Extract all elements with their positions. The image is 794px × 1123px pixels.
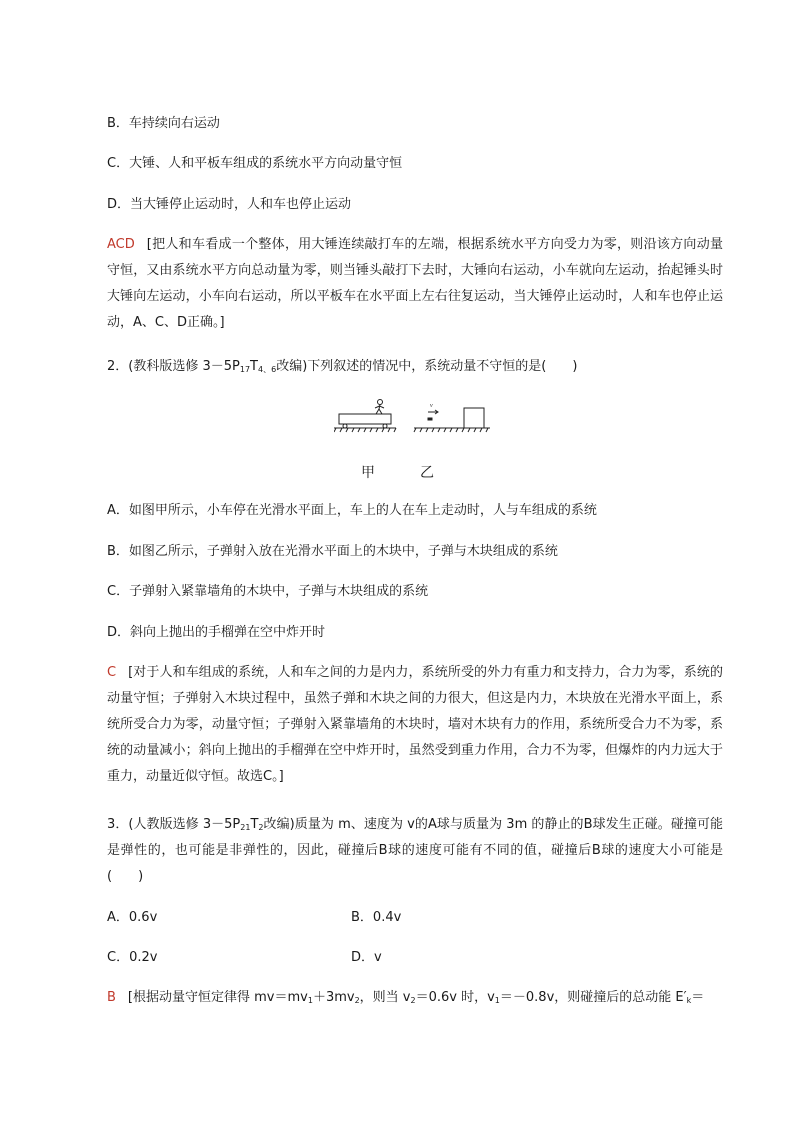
q3-stem <box>107 812 723 890</box>
q3-exp-part-d: ＝0.6v 时，v <box>415 990 495 1005</box>
q3-option-a: A．0.6v <box>107 910 158 925</box>
q1-option-b: B．车持续向右运动 <box>107 116 220 131</box>
q1-explanation: [把人和车看成一个整体，用大锤连续敲打车的左端，根据系统水平方向受力为零，则沿该方向动量守恒，又由系统水平方向总动量为零，则当锤头敲打下去时，大锤向右运动，小车就向左运动，抬起锤头时大锤向左运动，小车向右运动，所以平板车在水平面上左右往复运动，当大锤停止运动时，人和车也停止运动，A、C、D正确。] <box>107 237 723 330</box>
q1-explanation-block <box>107 232 723 336</box>
q3-stem-sub2: 2 <box>258 823 264 832</box>
q3-exp-sub2: 2 <box>354 996 360 1005</box>
q3-explanation <box>107 990 704 1006</box>
q2-stem-text: 改编)下列叙述的情况中，系统动量不守恒的是( ) <box>276 359 578 374</box>
q2-stem-t: T <box>250 359 258 374</box>
q2-stem-sub1: 17 <box>239 365 251 374</box>
q2-stem <box>107 359 577 375</box>
q2-figure <box>334 396 534 436</box>
q3-exp-part-c: ，则当 v <box>359 990 411 1005</box>
q2-option-c: C．子弹射入紧靠墙角的木块中，子弹与木块组成的系统 <box>107 584 429 599</box>
cart-with-person-diagram <box>334 400 396 433</box>
q1-option-d: D．当大锤停止运动时，人和车也停止运动 <box>107 197 352 212</box>
figure-label-yi: 乙 <box>420 465 434 481</box>
q3-exp-part-b: ＋3mv <box>312 990 355 1005</box>
q2-stem-source: 2．(教科版选修 3－5P <box>107 359 240 374</box>
q2-stem-sub2: 4、6 <box>258 365 277 374</box>
q1-option-c: C．大锤、人和平板车组成的系统水平方向动量守恒 <box>107 156 403 171</box>
q1-answer: ACD <box>107 237 135 252</box>
q3-exp-part-a: [根据动量守恒定律得 mv＝mv <box>127 990 308 1005</box>
q3-exp-sub5: k <box>686 996 692 1005</box>
q3-stem-text: 改编)质量为 m、速度为 v的A球与质量为 3m 的静止的B球发生正碰。碰撞可能是弹性的，也可能是非弹性的，因此，碰撞后B球的速度可能有不同的值，碰撞后B球的速度大小可能是( ) <box>107 817 723 884</box>
figure-label-jia: 甲 <box>361 465 375 481</box>
q3-stem-source: 3．(人教版选修 3－5P <box>107 817 241 832</box>
q2-option-d: D．斜向上抛出的手榴弹在空中炸开时 <box>107 625 326 640</box>
q3-exp-sub1: 1 <box>307 996 313 1005</box>
velocity-label: v <box>430 403 433 409</box>
q2-answer: C <box>107 665 117 680</box>
q2-option-b: B．如图乙所示，子弹射入放在光滑水平面上的木块中，子弹与木块组成的系统 <box>107 544 558 559</box>
q3-option-b: B．0.4v <box>351 910 402 925</box>
q2-option-a: A．如图甲所示，小车停在光滑水平面上，车上的人在车上走动时，人与车组成的系统 <box>107 503 597 518</box>
q3-exp-sub3: 2 <box>410 996 416 1005</box>
q3-stem-t: T <box>250 817 259 832</box>
q3-stem-sub1: 21 <box>240 823 251 832</box>
q2-explanation: [对于人和车组成的系统，人和车之间的力是内力，系统所受的外力有重力和支持力，合力为零，系统的动量守恒；子弹射入木块过程中，虽然子弹和木块之间的力很大，但这是内力，木块放在光滑水平面上，系统所受合力为零，动量守恒；子弹射入紧靠墙角的木块时，墙对木块有力的作用，系统所受合力不为零，系统的动量减小；斜向上抛出的手榴弹在空中炸开时，虽然受到重力作用，合力不为零，但爆炸的内力远大于重力，动量近似守恒。故选C。] <box>107 665 723 784</box>
q3-option-c: C．0.2v <box>107 950 158 965</box>
q3-exp-sub4: 1 <box>494 996 500 1005</box>
q3-exp-part-e: ＝－0.8v，则碰撞后的总动能 E′ <box>499 990 687 1005</box>
bullet-block-diagram <box>414 408 490 432</box>
q3-option-d: D．v <box>351 950 382 965</box>
q3-exp-part-f: ＝ <box>691 990 705 1005</box>
q2-explanation-block <box>107 660 723 790</box>
q3-answer: B <box>107 990 116 1005</box>
